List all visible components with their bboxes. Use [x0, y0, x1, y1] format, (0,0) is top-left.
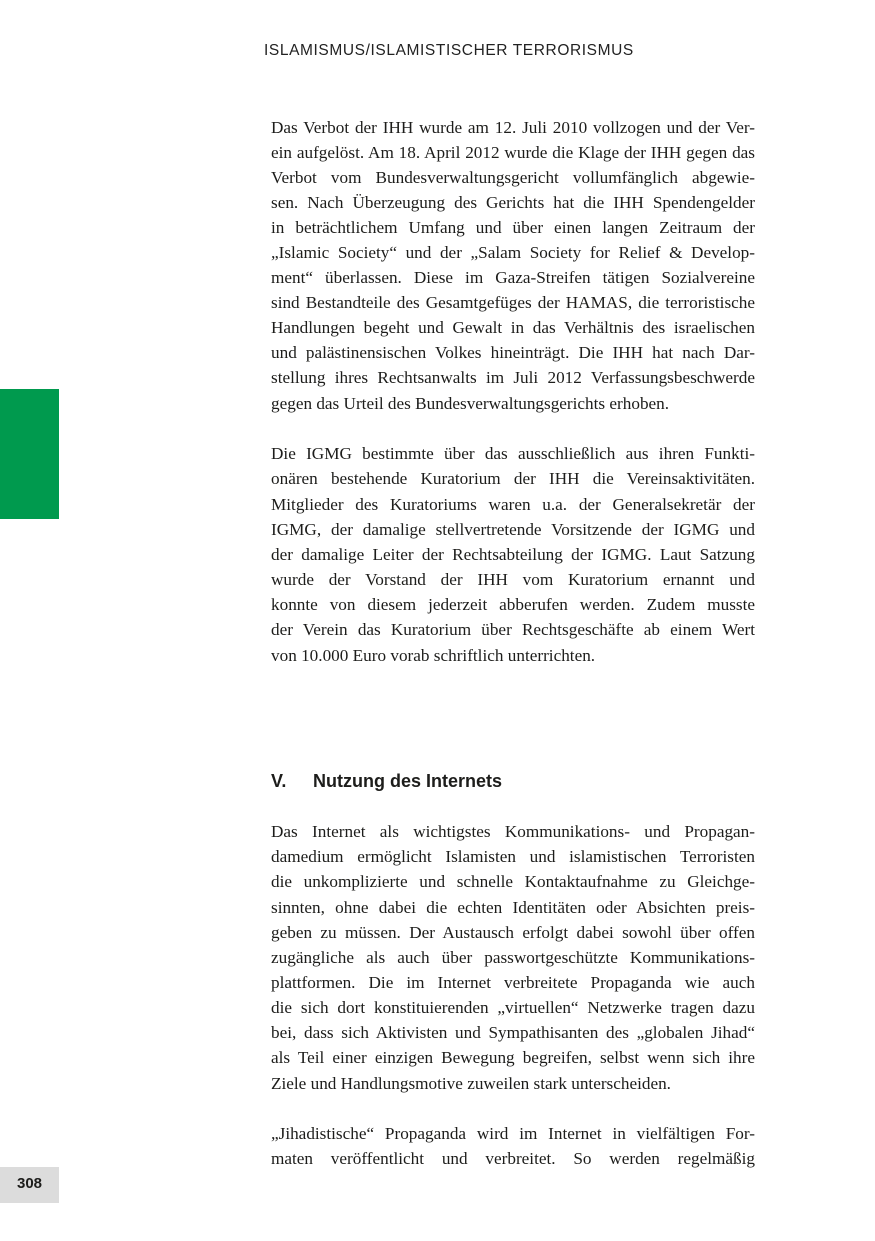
- text-line: ein aufgelöst. Am 18. April 2012 wurde die Klage der IHH gegen das: [271, 143, 755, 162]
- chapter-side-tab: [0, 389, 59, 519]
- text-line: maten veröffentlicht und verbreitet. So werden regelmäßig: [271, 1149, 755, 1168]
- text-line: Mitglieder des Kuratoriums waren u.a. der Generalsekretär der: [271, 495, 755, 514]
- text-line: die unkomplizierte und schnelle Kontaktaufnahme zu Gleichge-: [271, 872, 755, 891]
- text-line: Handlungen begeht und Gewalt in das Verhältnis des israelischen: [271, 318, 755, 337]
- page-number: 308: [16, 1175, 43, 1192]
- text-line: „Jihadistische“ Propaganda wird im Internet in vielfältigen For-: [271, 1124, 755, 1143]
- text-line: der damalige Leiter der Rechtsabteilung der IGMG. Laut Satzung: [271, 545, 755, 564]
- text-line: Das Internet als wichtigstes Kommunikations- und Propagan-: [271, 822, 755, 841]
- text-line: sen. Nach Überzeugung des Gerichts hat die IHH Spendengelder: [271, 193, 755, 212]
- text-line: geben zu müssen. Der Austausch erfolgt dabei sowohl über offen: [271, 923, 755, 942]
- text-line: „Islamic Society“ und der „Salam Society for Relief & Develop-: [271, 243, 755, 262]
- text-line: bei, dass sich Aktivisten und Sympathisanten des „globalen Jihad“: [271, 1023, 755, 1042]
- section-number: V.: [271, 771, 287, 791]
- text-line: Das Verbot der IHH wurde am 12. Juli 2010 vollzogen und der Ver-: [271, 118, 755, 137]
- text-line: stellung ihres Rechtsanwalts im Juli 2012 Verfassungsbeschwerde: [271, 368, 755, 387]
- text-line: damedium ermöglicht Islamisten und islamistischen Terroristen: [271, 847, 755, 866]
- text-line: die sich dort konstituierenden „virtuellen“ Netzwerke tragen dazu: [271, 998, 755, 1017]
- text-line: sind Bestandteile des Gesamtgefüges der HAMAS, die terroristische: [271, 293, 755, 312]
- text-line: sinnten, ohne dabei die echten Identitäten oder Absichten preis-: [271, 898, 755, 917]
- text-line: zugängliche als auch über passwortgeschützte Kommunikations-: [271, 948, 755, 967]
- text-line: als Teil einer einzigen Bewegung begreifen, selbst wenn sich ihre: [271, 1048, 755, 1067]
- text-line: wurde der Vorstand der IHH vom Kuratorium ernannt und: [271, 570, 755, 589]
- text-line: Ziele und Handlungsmotive zuweilen stark unterscheiden.: [271, 1074, 671, 1093]
- text-line: der Verein das Kuratorium über Rechtsgeschäfte ab einem Wert: [271, 620, 755, 639]
- text-line: plattformen. Die im Internet verbreitete Propaganda wie auch: [271, 973, 755, 992]
- text-line: Die IGMG bestimmte über das ausschließlich aus ihren Funkti-: [271, 444, 755, 463]
- text-line: Verbot vom Bundesverwaltungsgericht vollumfänglich abgewie-: [271, 168, 755, 187]
- text-line: ment“ überlassen. Diese im Gaza-Streifen tätigen Sozialvereine: [271, 268, 755, 287]
- running-header: ISLAMISMUS/ISLAMISTISCHER TERRORISMUS: [264, 42, 634, 59]
- text-line: konnte von diesem jederzeit abberufen werden. Zudem musste: [271, 595, 755, 614]
- text-line: gegen das Urteil des Bundesverwaltungsgerichts erhoben.: [271, 394, 670, 413]
- text-line: in beträchtlichem Umfang und über einen langen Zeitraum der: [271, 218, 755, 237]
- text-line: onären bestehende Kuratorium der IHH die Vereinsaktivitäten.: [271, 469, 755, 488]
- text-line: und palästinensischen Volkes hineinträgt. Die IHH hat nach Dar-: [271, 343, 755, 362]
- text-line: IGMG, der damalige stellvertretende Vorsitzende der IGMG und: [271, 520, 755, 539]
- section-title: Nutzung des Internets: [313, 771, 503, 791]
- text-line: von 10.000 Euro vorab schriftlich unterrichten.: [271, 646, 596, 665]
